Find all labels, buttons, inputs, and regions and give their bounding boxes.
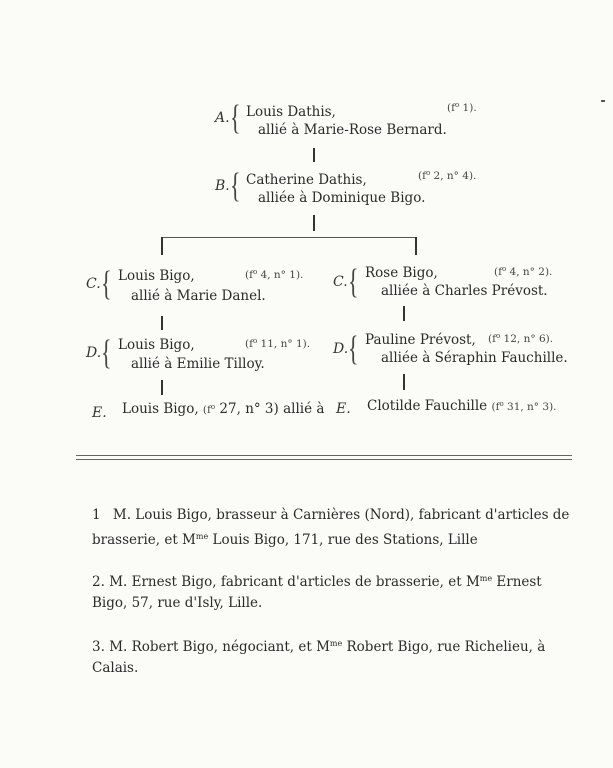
connector-d-e-right: [403, 374, 405, 390]
gen-e-right-text: Clotilde Fauchille ($f^o$ 31, n° 3).: [367, 398, 557, 414]
branch-left-drop: [161, 237, 163, 255]
separator-rule-bottom: [76, 459, 572, 460]
gen-d-right-brace: {: [348, 327, 359, 368]
gen-d-right-ref: ($f^o$ 12, n° 6).: [488, 332, 554, 345]
gen-b-brace: {: [230, 164, 241, 205]
gen-c-right-ref: ($f^o$ 4, n° 2).: [494, 265, 553, 278]
gen-d-left-ref: ($f^o$ 11, n° 1).: [245, 337, 311, 350]
speck-mark: [601, 100, 605, 102]
gen-d-left-spouse: allié à Emilie Tilloy.: [131, 356, 265, 372]
gen-c-right-spouse: alliée à Charles Prévost.: [381, 283, 548, 299]
gen-b-name: Catherine Dathis,: [246, 172, 367, 188]
gen-c-right-name: Rose Bigo,: [365, 265, 438, 281]
gen-d-left-brace: {: [101, 331, 112, 372]
note-3: 3. M. Robert Bigo, négociant, et $M^{me}$ Robert Bigo, rue Richelieu, à Calais.: [92, 639, 546, 676]
connector-b-branch: [313, 215, 315, 231]
note-2: 2. M. Ernest Bigo, fabricant d'articles de brasserie, et $M^{me}$ Ernest Bigo, 57, rue d'Isly, Lille.: [92, 574, 542, 611]
note-1-number: 1: [92, 507, 101, 523]
gen-e-right-label: E.: [336, 401, 351, 417]
gen-a-ref: ($f^o$ 1).: [447, 101, 477, 114]
branch-right-drop: [415, 237, 417, 255]
connector-c-d-left: [161, 316, 163, 330]
separator-rule-top: [76, 455, 572, 456]
gen-b-label: B.: [215, 178, 230, 194]
gen-c-left-label: C.: [86, 276, 101, 292]
gen-c-right-brace: {: [348, 260, 359, 301]
gen-b-ref: ($f^o$ 2, n° 4).: [418, 169, 477, 182]
gen-c-left-spouse: allié à Marie Danel.: [131, 288, 266, 304]
gen-b-spouse: alliée à Dominique Bigo.: [258, 190, 426, 206]
branch-bar: [161, 237, 416, 238]
gen-d-left-label: D.: [86, 345, 102, 361]
gen-d-right-spouse: alliée à Séraphin Fauchille.: [381, 350, 568, 366]
connector-d-e-left: [161, 380, 163, 395]
gen-a-name: Louis Dathis,: [246, 104, 336, 120]
gen-c-left-name: Louis Bigo,: [118, 268, 195, 284]
gen-e-left-label: E.: [92, 405, 107, 421]
connector-c-d-right: [403, 306, 405, 321]
gen-a-spouse: allié à Marie-Rose Bernard.: [258, 122, 447, 138]
note-2-number: 2.: [92, 574, 105, 590]
gen-d-left-name: Louis Bigo,: [118, 337, 195, 353]
gen-e-left-text: Louis Bigo, ($f^o$ 27, n° 3) allié à: [122, 401, 325, 417]
gen-a-brace: {: [230, 96, 241, 137]
gen-c-left-ref: ($f^o$ 4, n° 1).: [245, 268, 304, 281]
gen-c-left-brace: {: [101, 262, 112, 303]
gen-a-label: A.: [215, 110, 230, 126]
gen-c-right-label: C.: [333, 274, 348, 290]
note-1: 1 M. Louis Bigo, brasseur à Carnières (Nord), fabricant d'articles de brasserie, et $M^{me}$ Louis Bigo, 171, rue des Stations, Lille: [92, 507, 570, 548]
gen-d-right-name: Pauline Prévost,: [365, 332, 476, 348]
note-3-number: 3.: [92, 639, 105, 655]
connector-a-b: [313, 148, 315, 162]
gen-d-right-label: D.: [333, 341, 349, 357]
